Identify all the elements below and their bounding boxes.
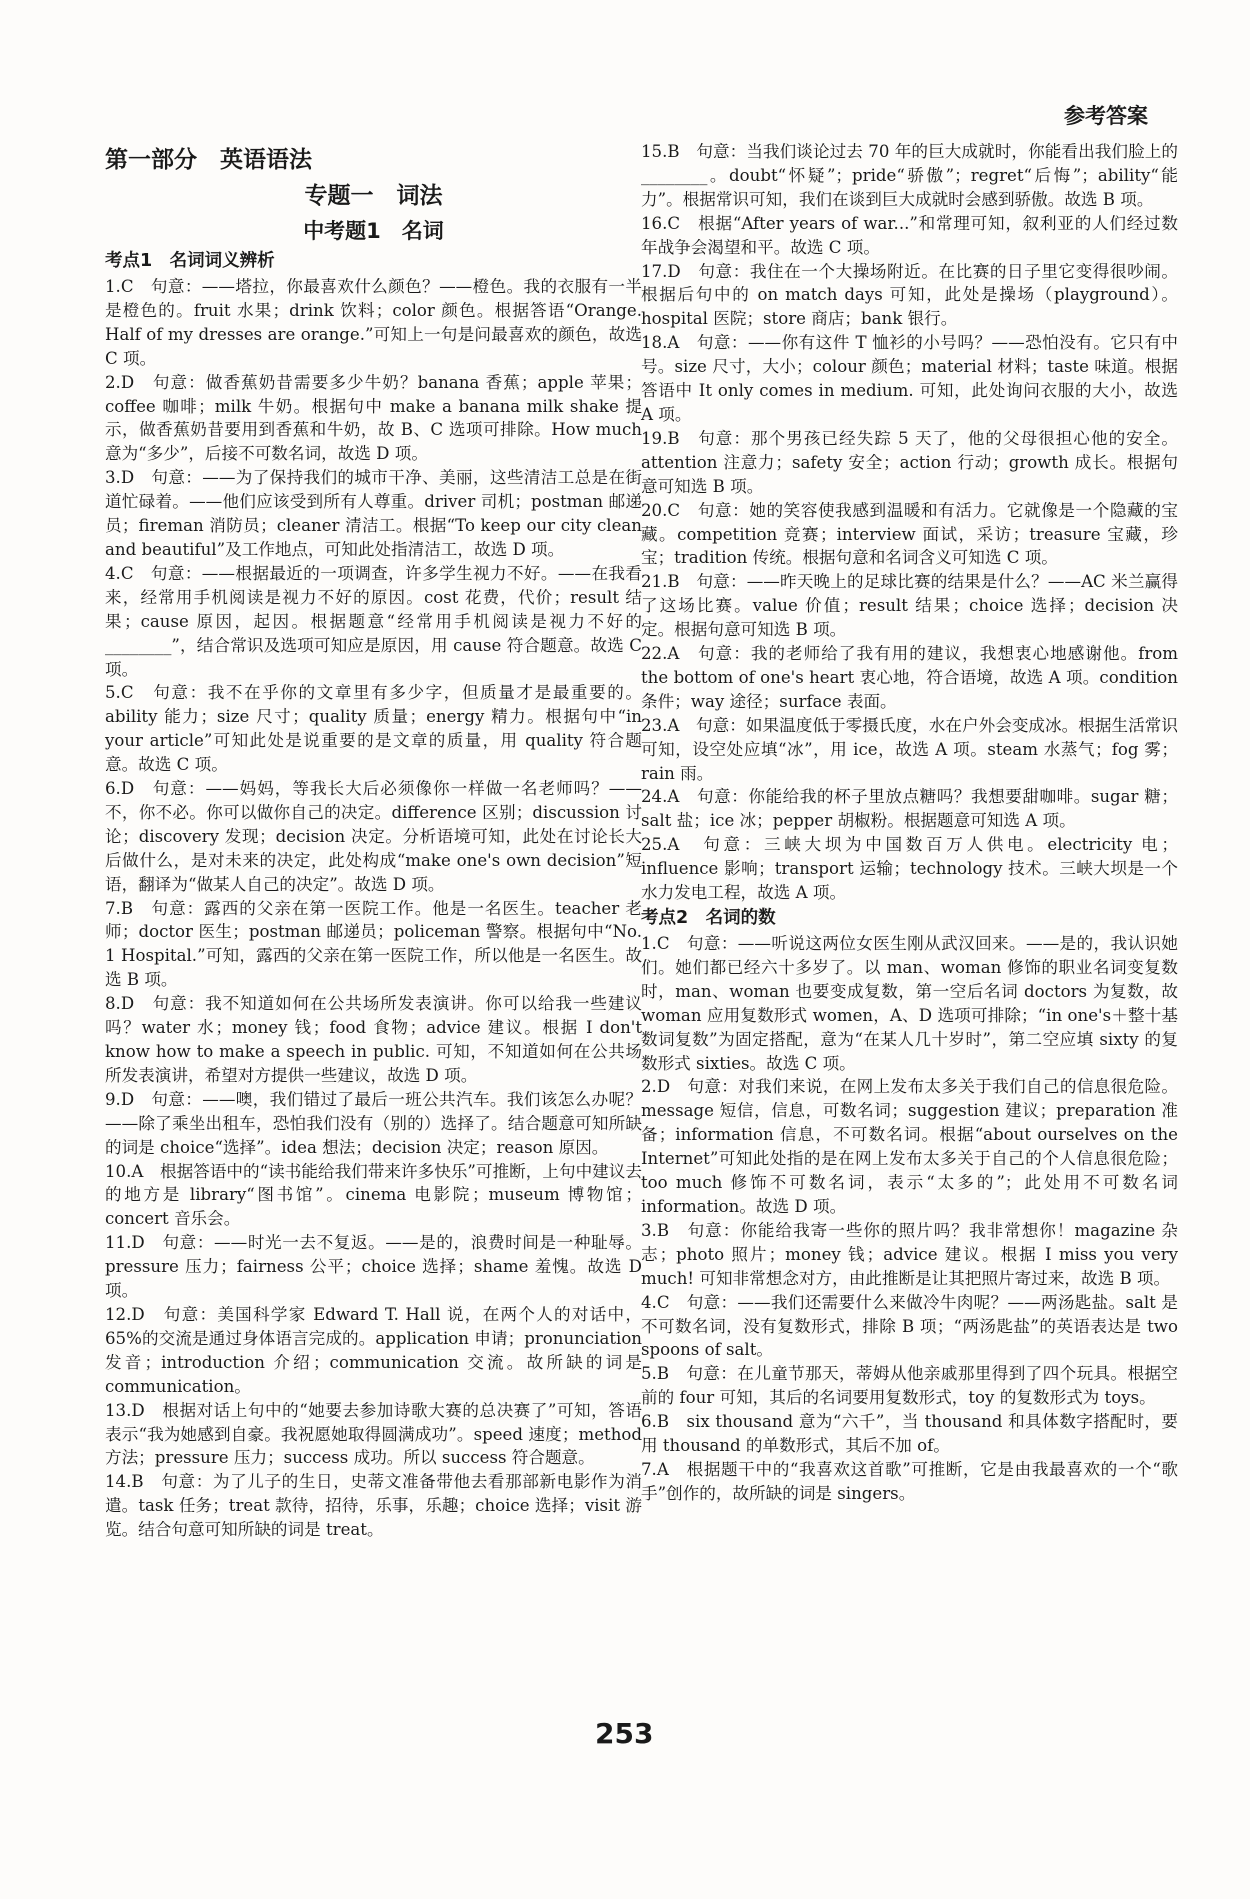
answer-item: 6.D 句意：——妈妈，等我长大后必须像你一样做一名老师吗？——不，你不必。你可以做你自己的决定。difference 区别；discussion 讨论；discovery 发现；decision 决定。分析语境可知，此处在讨论长大后做什么，是对未来的决定，此处构成“make one's own decision”短语，翻译为“做某人自己的决定”。故选 D 项。: [105, 779, 642, 894]
answer-item: 3.D 句意：——为了保持我们的城市干净、美丽，这些清洁工总是在街道忙碌着。——他们应该受到所有人尊重。driver 司机；postman 邮递员；fireman 消防员；cleaner 清洁工。根据“To keep our city clean and beautiful”及工作地点，可知此处指清洁工，故选 D 项。: [105, 468, 642, 559]
answer-item: 5.C 句意：我不在乎你的文章里有多少字，但质量才是最重要的。ability 能力；size 尺寸；quality 质量；energy 精力。根据句中“in your article”可知此处是说重要的是文章的质量，用 quality 符合题意。故选 C 项。: [105, 683, 642, 775]
answer-item: 12.D 句意：美国科学家 Edward T. Hall 说，在两个人的对话中，65%的交流是通过身体语言完成的。application 申请；pronunciation 发音；introduction 介绍；communication 交流。故所缺的词是 communication。: [105, 1304, 642, 1396]
answer-item: 22.A 句意：我的老师给了我有用的建议，我想衷心地感谢他。from the bottom of one's heart 衷心地，符合语境，故选 A 项。condition 条件；way 途径；surface 表面。: [641, 644, 1178, 711]
answer-item: 6.B six thousand 意为“六千”，当 thousand 和具体数字搭配时，要用 thousand 的单数形式，其后不加 of。: [641, 1412, 1178, 1456]
right-column: [641, 140, 1178, 1506]
answer-item: 4.C 句意：——我们还需要什么来做冷牛肉呢？——两汤匙盐。salt 是不可数名词，没有复数形式，排除 B 项；“两汤匙盐”的英语表达是 two spoons of salt。: [641, 1292, 1178, 1360]
kaodian-1-heading: 考点1 名词词义辨析: [105, 251, 275, 271]
answer-item: 25.A 句意：三峡大坝为中国数百万人供电。electricity 电；influence 影响；transport 运输；technology 技术。三峡大坝是一个水力发电工程，故选 A 项。: [641, 835, 1178, 903]
answer-item: 16.C 根据“After years of war...”和常理可知，叙利亚的人们经过数年战争会渴望和平。故选 C 项。: [641, 213, 1178, 257]
answer-item: 18.A 句意：——你有这件 T 恤衫的小号吗？——恐怕没有。它只有中号。size 尺寸，大小；colour 颜色；material 材料；taste 味道。根据答语中 It only comes in medium. 可知，此处询问衣服的大小，故选 A 项。: [641, 333, 1178, 424]
answer-item: 15.B 句意：当我们谈论过去 70 年的巨大成就时，你能看出我们脸上的________。doubt“怀疑”；pride“骄傲”；regret“后悔”；ability“能力”。根据常识可知，我们在谈到巨大成就时会感到骄傲。故选 B 项。: [641, 142, 1178, 209]
answer-item: 9.D 句意：——噢，我们错过了最后一班公共汽车。我们该怎么办呢？——除了乘坐出租车，恐怕我们没有（别的）选择了。结合题意可知所缺的词是 choice“选择”。idea 想法；decision 决定；reason 原因。: [105, 1089, 642, 1157]
answer-item: 23.A 句意：如果温度低于零摄氏度，水在户外会变成冰。根据生活常识可知，设空处应填“冰”，用 ice，故选 A 项。steam 水蒸气；fog 雾；rain 雨。: [641, 715, 1178, 783]
answer-item: 1.C 句意：——塔拉，你最喜欢什么颜色？——橙色。我的衣服有一半是橙色的。fruit 水果；drink 饮料；color 颜色。根据答语“Orange. Half of my dresses are orange.”可知上一句是问最喜欢的颜色，故选 C 项。: [105, 277, 642, 368]
answer-item: 10.A 根据答语中的“读书能给我们带来许多快乐”可推断，上句中建议去的地方是 library“图书馆”。cinema 电影院；museum 博物馆；concert 音乐会。: [105, 1161, 642, 1229]
answer-item: 2.D 句意：对我们来说，在网上发布太多关于我们自己的信息很危险。message 短信，信息，可数名词；suggestion 建议；preparation 准备；information 信息，不可数名词。根据“about ourselves on the Internet”可知此处指的是在网上发布太多关于自己的个人信息很危险；too much 修饰不可数名词，表示“太多的”；此处用不可数名词 information。故选 D 项。: [641, 1077, 1178, 1216]
part-title: 第一部分 英语语法: [105, 147, 312, 173]
answer-item: 2.D 句意：做香蕉奶昔需要多少牛奶？banana 香蕉；apple 苹果；coffee 咖啡；milk 牛奶。根据句中 make a banana milk shake 提示，做香蕉奶昔要用到香蕉和牛奶，故 B、C 选项可排除。How much 意为“多少”，后接不可数名词，故选 D 项。: [105, 372, 642, 464]
answer-item: 7.A 根据题干中的“我喜欢这首歌”可推断，它是由我最喜欢的一个“歌手”创作的，故所缺的词是 singers。: [641, 1459, 1178, 1503]
answer-item: 13.D 根据对话上句中的“她要去参加诗歌大赛的总决赛了”可知，答语表示“我为她感到自豪。我祝愿她取得圆满成功”。speed 速度；method 方法；pressure 压力；success 成功。所以 success 符合题意。: [105, 1400, 642, 1468]
answer-item: 24.A 句意：你能给我的杯子里放点糖吗？我想要甜咖啡。sugar 糖；salt 盐；ice 冰；pepper 胡椒粉。根据题意可知选 A 项。: [641, 787, 1178, 831]
answer-item: 11.D 句意：——时光一去不复返。——是的，浪费时间是一种耻辱。pressure 压力；fairness 公平；choice 选择；shame 羞愧。故选 D 项。: [105, 1233, 642, 1301]
page-number: 253: [595, 1717, 654, 1750]
answer-item: 7.B 句意：露西的父亲在第一医院工作。他是一名医生。teacher 老师；doctor 医生；postman 邮递员；policeman 警察。根据句中“No. 1 Hospital.”可知，露西的父亲在第一医院工作，所以他是一名医生。故选 B 项。: [105, 898, 642, 990]
answer-item: 19.B 句意：那个男孩已经失踪 5 天了，他的父母很担心他的安全。attention 注意力；safety 安全；action 行动；growth 成长。根据句意可知选 B 项。: [641, 428, 1178, 496]
answer-item: 20.C 句意：她的笑容使我感到温暖和有活力。它就像是一个隐藏的宝藏。competition 竞赛；interview 面试，采访；treasure 宝藏，珍宝；tradition 传统。根据句意和名词含义可知选 C 项。: [641, 500, 1178, 568]
kaodian-2-heading: 考点2 名词的数: [641, 908, 776, 928]
answer-item: 3.B 句意：你能给我寄一些你的照片吗？我非常想你！magazine 杂志；photo 照片；money 钱；advice 建议。根据 I miss you very much! 可知非常想念对方，由此推断是让其把照片寄过来，故选 B 项。: [641, 1220, 1178, 1288]
answer-item: 21.B 句意：——昨天晚上的足球比赛的结果是什么？——AC 米兰赢得了这场比赛。value 价值；result 结果；choice 选择；decision 决定。根据句意可知选 B 项。: [641, 572, 1178, 640]
answer-item: 14.B 句意：为了儿子的生日，史蒂文准备带他去看那部新电影作为消遣。task 任务；treat 款待，招待，乐事，乐趣；choice 选择；visit 游览。结合句意可知所缺的词是 treat。: [105, 1472, 642, 1540]
answer-item: 5.B 句意：在儿童节那天，蒂姆从他亲戚那里得到了四个玩具。根据空前的 four 可知，其后的名词要用复数形式，toy 的复数形式为 toys。: [641, 1364, 1178, 1408]
left-column: [105, 140, 642, 1542]
answer-header: 参考答案: [1064, 104, 1148, 128]
answer-item: 1.C 句意：——听说这两位女医生刚从武汉回来。——是的，我认识她们。她们都已经六十多岁了。以 man、woman 修饰的职业名词变复数时，man、woman 也要变成复数，第一空后名词 doctors 为复数，故 woman 应用复数形式 women，A、D 选项可排除；“in one's＋整十基数词复数”为固定搭配，意为“在某人几十岁时”，第二空应填 sixty 的复数形式 sixties。故选 C 项。: [641, 934, 1178, 1073]
topic-title: 专题一 词法: [304, 183, 443, 209]
exam-title: 中考题1 名词: [303, 219, 444, 243]
answer-item: 4.C 句意：——根据最近的一项调查，许多学生视力不好。——在我看来，经常用手机阅读是视力不好的原因。cost 花费，代价；result 结果；cause 原因，起因。根据题意“经常用手机阅读是视力不好的________”，结合常识及选项可知应是原因，用 cause 符合题意。故选 C 项。: [105, 563, 642, 679]
answer-item: 8.D 句意：我不知道如何在公共场所发表演讲。你可以给我一些建议吗？water 水；money 钱；food 食物；advice 建议。根据 I don't know how to make a speech in public. 可知，不知道如何在公共场所发表演讲，希望对方提供一些建议，故选 D 项。: [105, 994, 642, 1085]
answer-item: 17.D 句意：我住在一个大操场附近。在比赛的日子里它变得很吵闹。根据后句中的 on match days 可知，此处是操场（playground）。hospital 医院；store 商店；bank 银行。: [641, 261, 1178, 329]
